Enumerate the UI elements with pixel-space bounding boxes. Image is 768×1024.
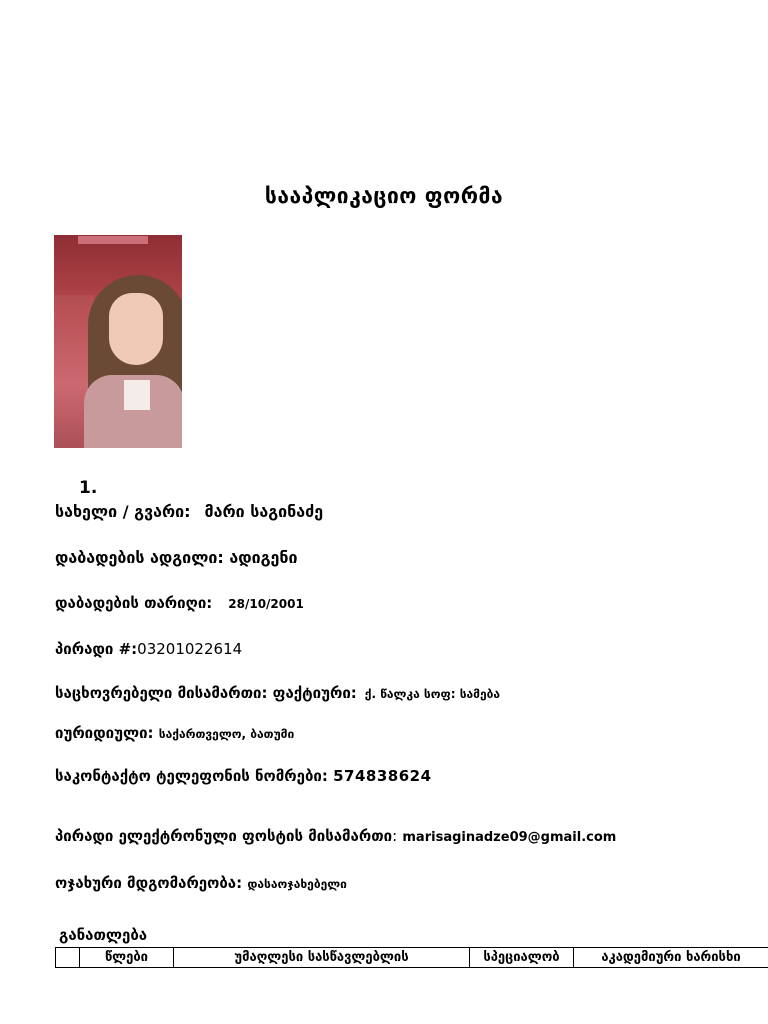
education-col-degree: აკადემიური ხარისხი	[574, 948, 768, 968]
actual-address-label: საცხოვრებელი მისამართი: ფაქტიური:	[55, 684, 357, 702]
photo-shirt	[124, 380, 150, 410]
email-colon: :	[392, 827, 398, 845]
marital-status-value: დასაოჯახებელი	[247, 877, 347, 891]
form-title: სააპლიკაციო ფორმა	[264, 184, 504, 208]
section-number: 1.	[79, 478, 98, 498]
birthdate-row	[55, 594, 304, 612]
education-title: განათლება	[59, 926, 148, 944]
birthplace-label: დაბადების ადგილი:	[55, 548, 224, 567]
legal-address-row	[55, 724, 294, 742]
email-value: marisaginadze09@gmail.com	[402, 830, 617, 845]
email-label: პირადი ელექტრონული ფოსტის მისამართი	[55, 827, 393, 845]
actual-address-value: ქ. წალკა სოფ: სამება	[364, 687, 501, 701]
personal-id-value: 03201022614	[137, 640, 243, 658]
birthplace-value: ადიგენი	[229, 548, 298, 567]
personal-id-label: პირადი #:	[55, 640, 138, 658]
marital-status-row	[55, 874, 347, 892]
phone-label: საკონტაქტო ტელეფონის ნომრები:	[55, 767, 328, 785]
ceiling-light	[78, 236, 148, 244]
legal-address-value: საქართველო, ბათუმი	[158, 727, 295, 741]
name-label: სახელი / გვარი:	[55, 502, 191, 521]
applicant-photo	[54, 235, 182, 448]
marital-status-label: ოჯახური მდგომარეობა:	[55, 874, 243, 892]
education-col-institution: უმაღლესი სასწავლებლის	[174, 948, 470, 968]
birthdate-value: 28/10/2001	[228, 597, 304, 611]
photo-face	[109, 293, 163, 365]
education-col-index	[56, 948, 80, 968]
name-value: მარი საგინაძე	[204, 502, 324, 521]
actual-address-row	[55, 684, 500, 702]
email-row	[55, 827, 616, 845]
legal-address-label: იურიდიული:	[55, 724, 154, 742]
phone-value: 574838624	[333, 767, 432, 785]
name-row	[55, 502, 323, 521]
phone-row	[55, 767, 432, 785]
education-header-row	[56, 948, 768, 968]
education-col-specialty: სპეციალობ	[470, 948, 574, 968]
education-col-years: წლები	[80, 948, 174, 968]
birthplace-row	[55, 548, 298, 567]
birthdate-label: დაბადების თარიღი:	[55, 594, 213, 612]
education-table	[55, 947, 768, 968]
personal-id-row	[55, 640, 242, 658]
